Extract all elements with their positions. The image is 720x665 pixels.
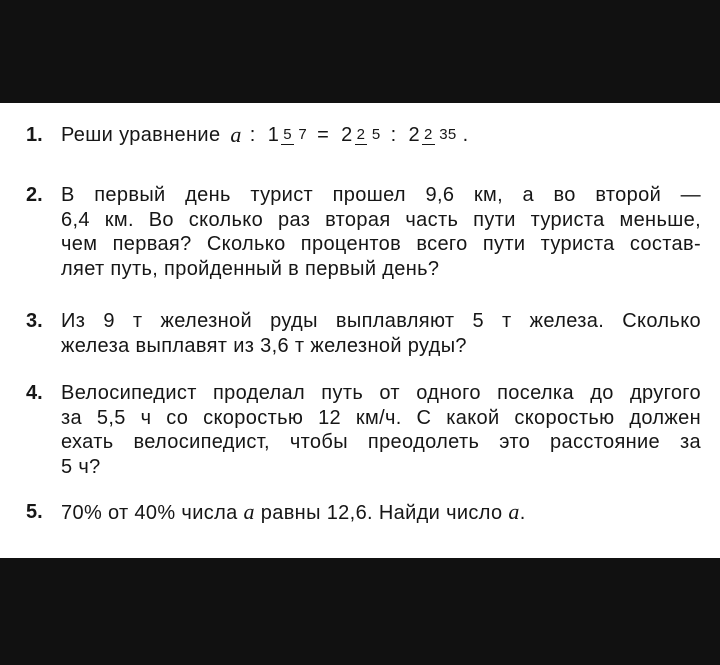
problem-text xyxy=(61,381,701,479)
problem-number: 1. xyxy=(26,124,43,146)
text-part: равны 12,6. Найди число xyxy=(260,502,503,524)
text-line: Велосипедист проделал путь от одного поселка до другого xyxy=(61,382,701,404)
text-line: за 5,5 ч со скоростью 12 км/ч. С какой скоростью должен xyxy=(61,406,701,429)
problem-number: 2. xyxy=(26,184,43,206)
problem-text xyxy=(61,500,701,526)
problem-number: 4. xyxy=(26,382,43,404)
equation-lead: Реши уравнение xyxy=(61,123,221,146)
equals-sign: = xyxy=(317,123,330,146)
text-line: ляет путь, пройденный в первый день? xyxy=(61,257,440,280)
mixed-whole: 2 xyxy=(341,123,353,146)
problem-number: 5. xyxy=(26,501,43,523)
denominator: 35 xyxy=(439,125,457,143)
mixed-whole: 1 xyxy=(267,123,280,146)
problem-text xyxy=(61,309,701,358)
period: . xyxy=(462,123,469,146)
text-line: ехать велосипедист, чтобы преодолеть это расстояние за xyxy=(61,431,701,453)
fraction xyxy=(422,126,457,145)
text-line: железа выплавят из 3,6 т железной руды? xyxy=(61,334,467,357)
variable-a: a xyxy=(230,121,242,147)
text-line: Из 9 т железной руды выплавляют 5 т железа. Сколько xyxy=(61,310,701,332)
colon-operator: : xyxy=(390,123,397,146)
numerator: 5 xyxy=(283,125,292,143)
mixed-whole: 2 xyxy=(408,123,420,146)
numerator: 2 xyxy=(356,125,366,143)
text-line xyxy=(61,500,701,526)
equation xyxy=(61,123,701,147)
worksheet-page xyxy=(0,103,720,558)
period: . xyxy=(519,502,526,524)
text-line: В первый день турист прошел 9,6 км, а во второй — xyxy=(61,184,701,206)
problem-number: 3. xyxy=(26,310,43,332)
text-line: чем первая? Сколько процентов всего пути туриста состав- xyxy=(61,233,701,255)
denominator: 7 xyxy=(298,125,308,143)
numerator: 2 xyxy=(423,125,433,143)
problem-text xyxy=(61,123,701,147)
text-line: 6,4 км. Во сколько раз вторая часть пути туриста меньше, xyxy=(61,208,701,231)
colon-operator: : xyxy=(249,123,256,146)
fraction xyxy=(281,126,307,145)
text-part: 70% от 40% числа xyxy=(61,502,238,524)
denominator: 5 xyxy=(371,125,381,143)
fraction xyxy=(355,126,381,145)
problem-text xyxy=(61,183,701,281)
top-black-band xyxy=(0,0,720,103)
text-line: 5 ч? xyxy=(61,455,101,478)
bottom-black-band xyxy=(0,558,720,665)
variable-a: a xyxy=(508,499,520,524)
variable-a: a xyxy=(243,499,255,524)
